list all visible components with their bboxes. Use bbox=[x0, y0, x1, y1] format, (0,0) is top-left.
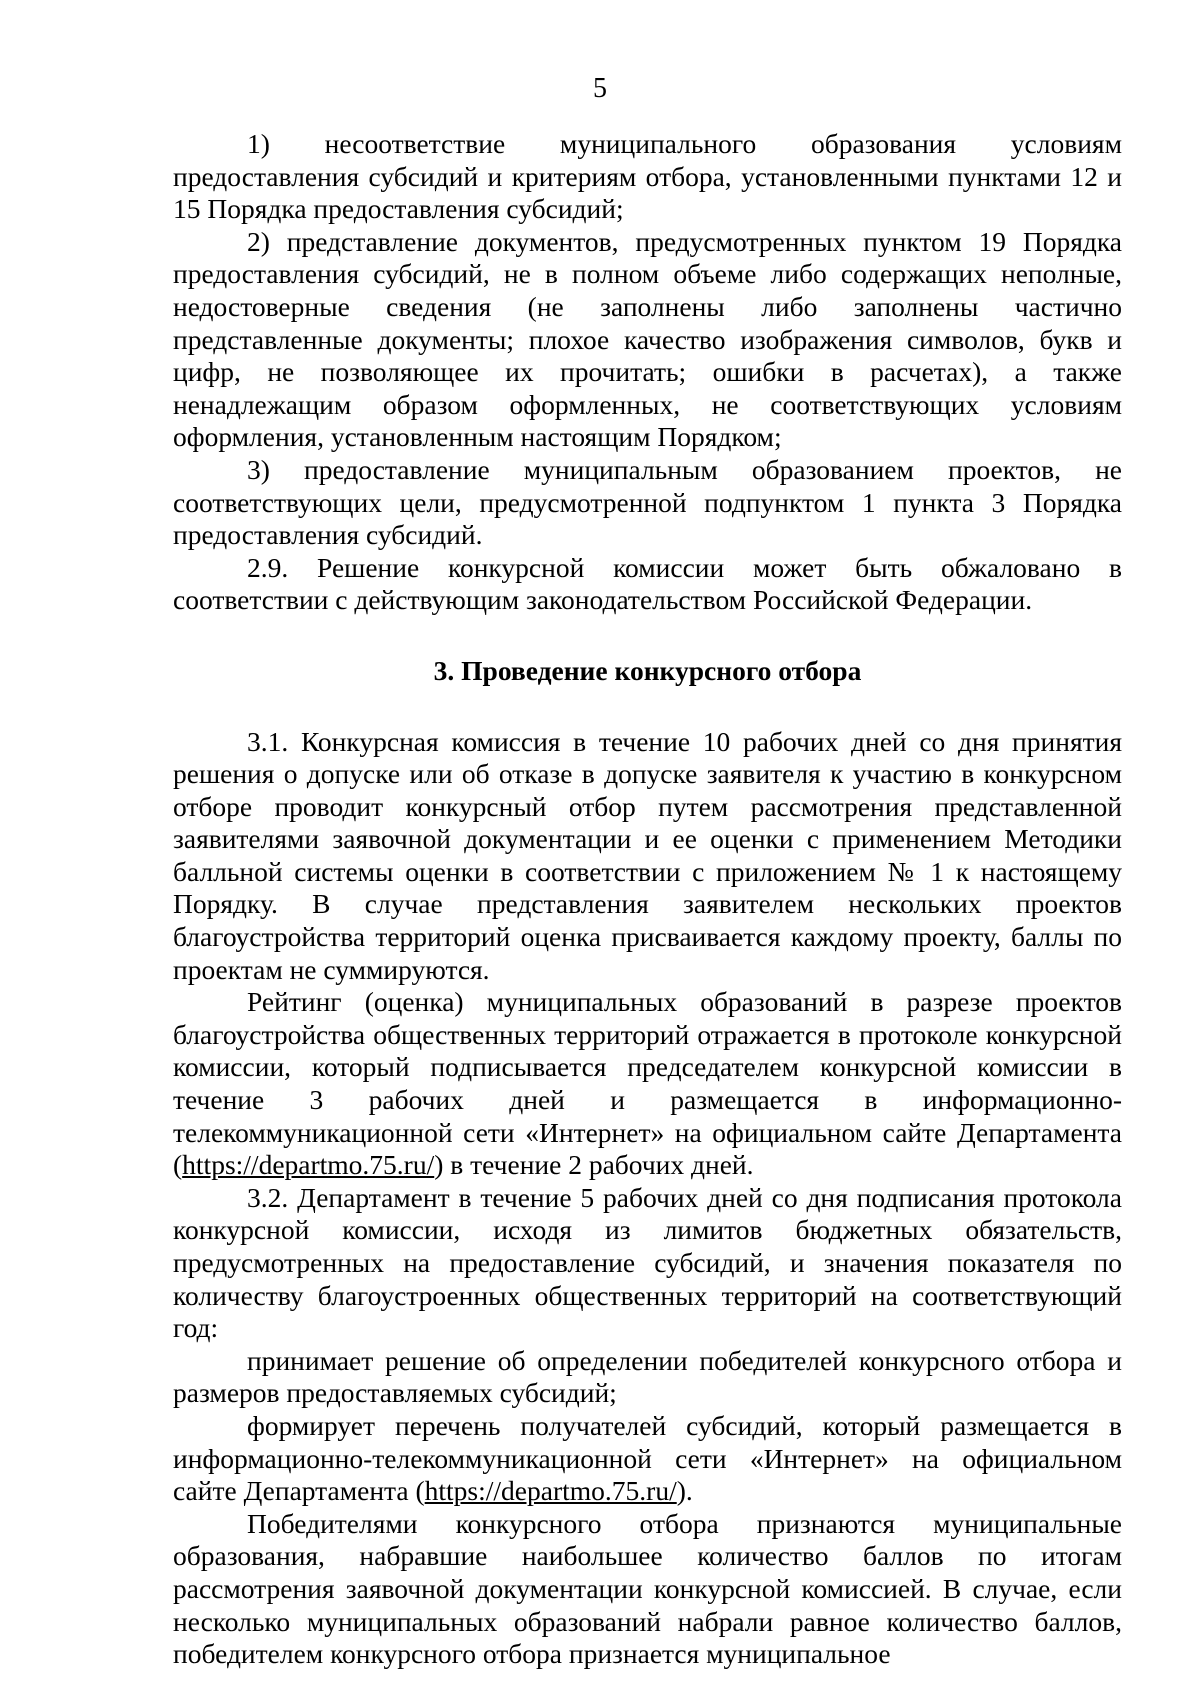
departmo-link[interactable]: https://departmo.75.ru/ bbox=[182, 1149, 435, 1181]
paragraph-3-2: 3.2. Департамент в течение 5 рабочих дней со дня подписания протокола конкурсной комиссии, исходя из лимитов бюджетных обязательств, предусмотренных на предоставление субсидий, и значения показателя по количеству благоустроенных общественных территорий на соответствующий год: bbox=[173, 1181, 1122, 1344]
paragraph-recipients-list bbox=[173, 1410, 1122, 1508]
list-text-after: ). bbox=[676, 1475, 693, 1507]
rating-text-before: Рейтинг (оценка) муниципальных образований в разрезе проектов благоустройства общественных территорий отражается в протоколе конкурсной комиссии, который подписывается председателем конкурсной комиссии в течение 3 рабочих дней и размещается в информационно-телекоммуникационной сети «Интернет» на официальном сайте Департамента ( bbox=[173, 986, 1122, 1181]
section-heading: 3. Проведение конкурсного отбора bbox=[433, 654, 862, 686]
paragraph-item-2: 2) представление документов, предусмотренных пунктом 19 Порядка предоставления субсидий, не в полном объеме либо содержащих неполные, недостоверные сведения (не заполнены либо заполнены частично представленные документы; плохое качество изображения символов, букв и цифр, не позволяющее их прочитать; ошибки в расчетах), а также ненадлежащим образом оформленных, не соответствующих условиям оформления, установленным настоящим Порядком; bbox=[173, 225, 1122, 453]
paragraph-2-9: 2.9. Решение конкурсной комиссии может быть обжаловано в соответствии с действующим законодательством Российской Федерации. bbox=[173, 551, 1122, 616]
rating-text-after: ) в течение 2 рабочих дней. bbox=[434, 1149, 754, 1181]
list-text-before: формирует перечень получателей субсидий, который размещается в информационно-телекоммуникационной сети «Интернет» на официальном сайте Департамента ( bbox=[173, 1409, 1122, 1507]
paragraph-item-3: 3) предоставление муниципальным образованием проектов, не соответствующих цели, предусмотренной подпунктом 1 пункта 3 Порядка предоставления субсидий. bbox=[173, 453, 1122, 551]
paragraph-winners: Победителями конкурсного отбора признаются муниципальные образования, набравшие наибольшее количество баллов по итогам рассмотрения заявочной документации конкурсной комиссией. В случае, если несколько муниципальных образований набрали равное количество баллов, победителем конкурсного отбора признается муниципальное bbox=[173, 1507, 1122, 1670]
paragraph-decision: принимает решение об определении победителей конкурсного отбора и размеров предоставляемых субсидий; bbox=[173, 1344, 1122, 1409]
paragraph-rating bbox=[173, 986, 1122, 1182]
paragraph-3-1: 3.1. Конкурсная комиссия в течение 10 рабочих дней со дня принятия решения о допуске или об отказе в допуске заявителя к участию в конкурсном отборе проводит конкурсный отбор путем рассмотрения представленной заявителями заявочной документации и ее оценки с применением Методики балльной системы оценки в соответствии с приложением № 1 к настоящему Порядку. В случае представления заявителем нескольких проектов благоустройства территорий оценка присваивается каждому проекту, баллы по проектам не суммируются. bbox=[173, 725, 1122, 985]
document-body bbox=[173, 128, 1122, 1671]
paragraph-item-1: 1) несоответствие муниципального образования условиям предоставления субсидий и критериям отбора, установленными пунктами 12 и 15 Порядка предоставления субсидий; bbox=[173, 128, 1122, 225]
page-number: 5 bbox=[593, 73, 607, 104]
departmo-link-2[interactable]: https://departmo.75.ru/ bbox=[424, 1475, 677, 1507]
